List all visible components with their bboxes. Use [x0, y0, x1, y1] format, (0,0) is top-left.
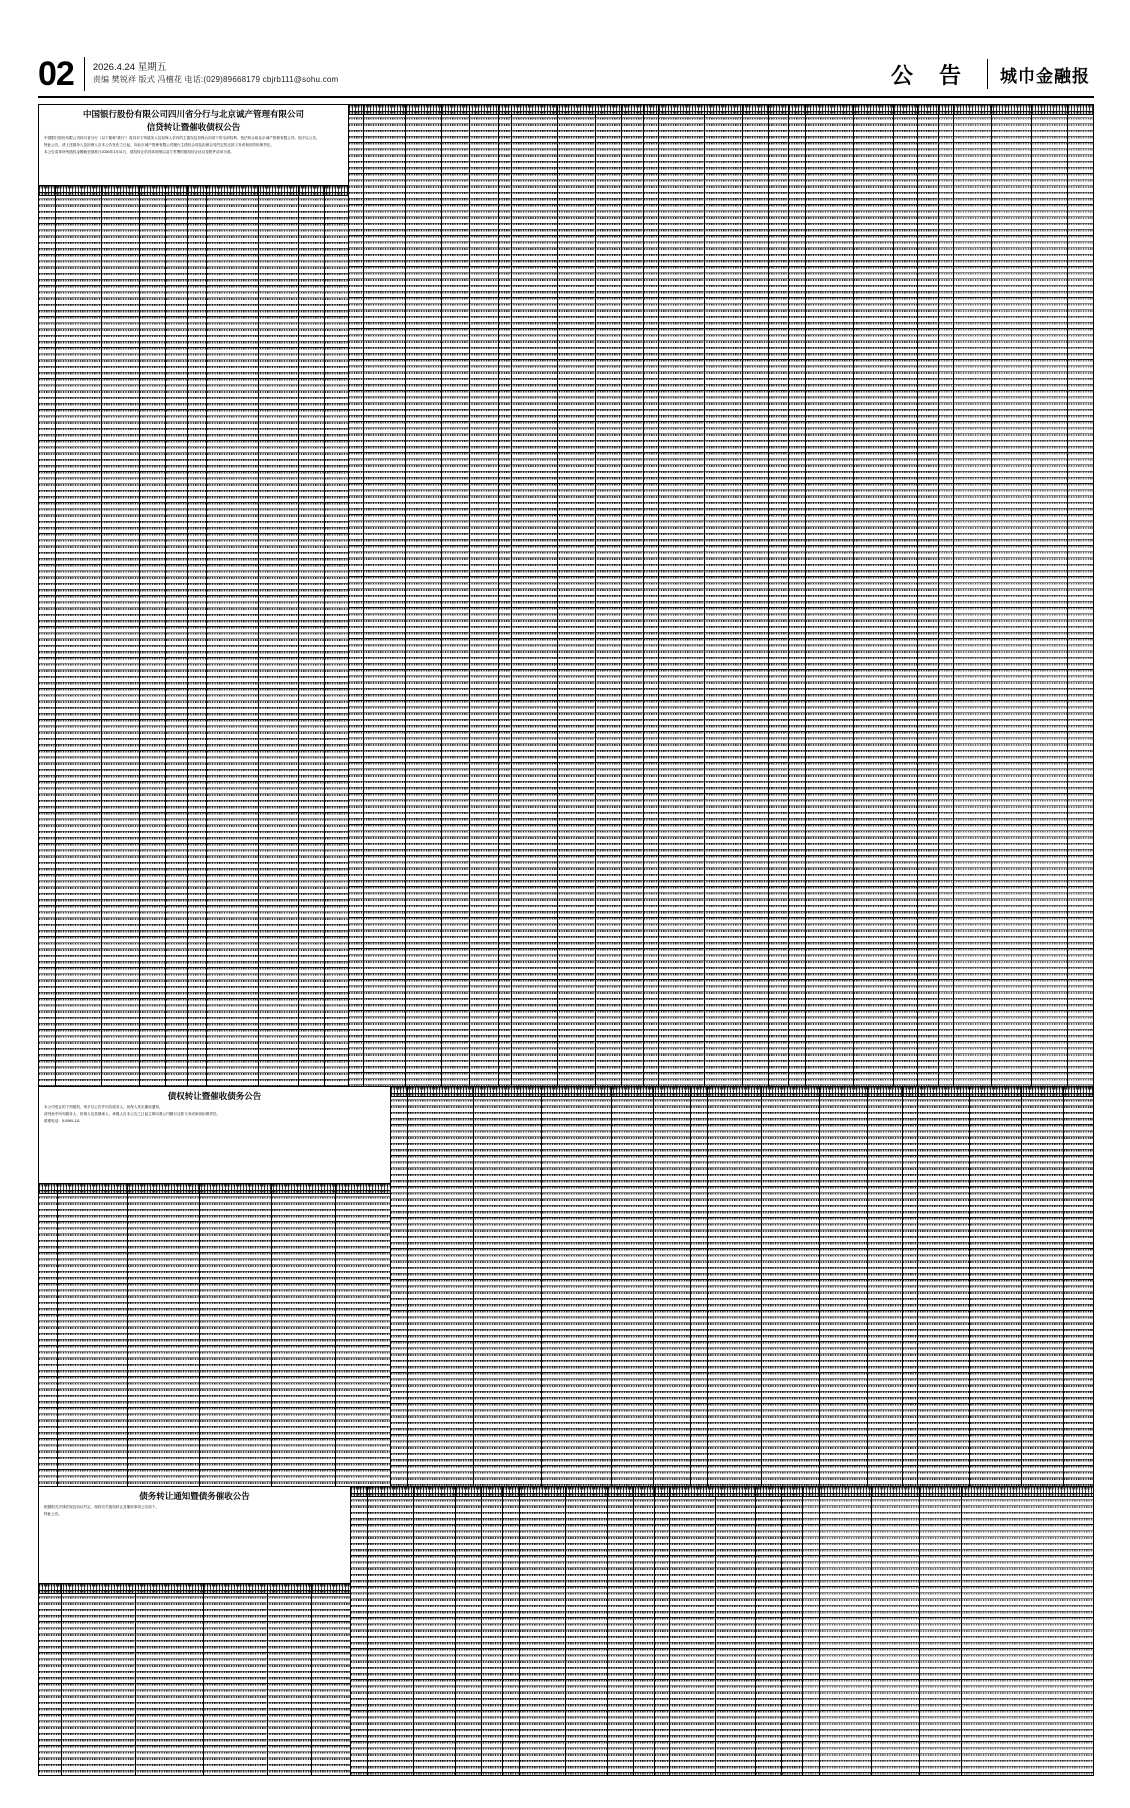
- table-column-rules: [644, 105, 788, 1086]
- masthead-divider: [84, 57, 85, 91]
- block-a-column-1: [39, 105, 349, 1086]
- table-row: [503, 1487, 654, 1775]
- table-column-rules: [39, 1184, 390, 1486]
- table-column-rules: [789, 105, 938, 1086]
- block-a-column-4: [644, 105, 789, 1086]
- table-column-rules: [39, 186, 187, 1086]
- table-column-rules: [391, 1087, 690, 1486]
- notice-body: 根据相关法律法规及协议约定，现将有关债权转让及催收事项公告如下。 特此公告。: [44, 1504, 159, 1516]
- table-row: [803, 1487, 1093, 1775]
- table-row: [499, 105, 643, 1086]
- table-row: [351, 1487, 502, 1775]
- table-row: [39, 186, 187, 1086]
- table-column-rules: [503, 1487, 654, 1775]
- page-number: 02: [38, 55, 74, 93]
- content-frame: [38, 104, 1094, 1776]
- block-c-table-group: [39, 1584, 350, 1775]
- brand-divider: [987, 59, 988, 89]
- table-row: [903, 1087, 1093, 1486]
- section-title: 公 告: [890, 62, 971, 88]
- block-c-column-3: [503, 1487, 655, 1775]
- table-row: [349, 105, 498, 1086]
- masthead-meta: [93, 62, 339, 86]
- notice-header-area: [39, 105, 348, 186]
- block-b-column-4: [903, 1087, 1093, 1486]
- block-a-column-5: [789, 105, 939, 1086]
- table-row: [39, 1584, 350, 1775]
- block-c-column-2: [351, 1487, 503, 1775]
- notice-block-debt-transfer: [39, 1087, 1093, 1487]
- table-column-rules: [803, 1487, 1093, 1775]
- table-column-rules: [691, 1087, 902, 1486]
- table-column-rules: [351, 1487, 502, 1775]
- block-b-column-3: [691, 1087, 903, 1486]
- table-column-rules: [499, 105, 643, 1086]
- notice-body: 本公司受让的下列债权，现予以公告并向各债务人、担保人发出催收通知。 请列表中所列债务人、担保人及其继承人、承继人自本公告之日起立即向我公司履行还款义务或承担担保责任。 联系电话：5-0069-111: [44, 1104, 221, 1124]
- table-column-rules: [939, 105, 1093, 1086]
- block-b-header-area: [39, 1087, 390, 1184]
- block-c-column-1: [39, 1487, 351, 1775]
- notice-title: 债权转让暨催收债务公告: [167, 1091, 262, 1101]
- table-row: [939, 105, 1093, 1086]
- table-row: [691, 1087, 902, 1486]
- block-b-column-2: [391, 1087, 691, 1486]
- notice-block-bank-transfer: [39, 105, 1093, 1087]
- table-row: [644, 105, 788, 1086]
- table-debtor-list-right: [188, 186, 348, 1086]
- block-a-column-3: [499, 105, 644, 1086]
- table-row: [789, 105, 938, 1086]
- block-c-header-area: [39, 1487, 350, 1584]
- notice-block-debt-collection: [39, 1487, 1093, 1775]
- block-b-table-group: [39, 1184, 390, 1486]
- newspaper-brand: 城巾金融报: [1000, 66, 1090, 86]
- table-row: [391, 1087, 690, 1486]
- table-row: [655, 1487, 802, 1775]
- table-column-rules: [903, 1087, 1093, 1486]
- table-column-rules: [188, 186, 348, 1086]
- table-debtor-list-left: [39, 186, 188, 1086]
- editor-credits: 责编 樊锐祥 版式 冯檀花 电话:(029)89668179 cbjrb111@sohu.com: [92, 75, 339, 84]
- publication-date: 2026.4.24 星期五: [92, 62, 167, 74]
- notice-title: 中国银行股份有限公司四川省分行与北京诚产管理有限公司 信贷转让暨催收债权公告: [82, 109, 304, 132]
- block-a-column-6: [939, 105, 1093, 1086]
- table-column-rules: [349, 105, 498, 1086]
- table-column-rules: [655, 1487, 802, 1775]
- block-a-column-2: [349, 105, 499, 1086]
- block-b-column-1: [39, 1087, 391, 1486]
- notice-body: 中国银行股份有限公司四川省分行（以下简称“我行”）将其对下列债务人及担保人享有的主债权及担保合同项下的全部权利，依法转让给北京诚产管理有限公司。现予以公告。 特此公告。请上述债务人及担保人自本公告发布之日起，向北京诚产管理有限公司履行主债权合同及担保合同约定的还款义务或相应的担保责任。 本公告清单所列债权金额截至基准日2026年3月31日，债权转让的具体明细以双方签署的债权转让协议及附件清单为准。: [44, 135, 320, 154]
- table-row: [39, 1184, 390, 1486]
- masthead: [38, 52, 1094, 98]
- block-a-table-group-1: [39, 186, 348, 1086]
- notice-title: 债务转让通知暨债务催收公告: [139, 1491, 250, 1501]
- block-c-column-4: [655, 1487, 803, 1775]
- table-row: [188, 186, 348, 1086]
- table-column-rules: [39, 1584, 350, 1775]
- block-c-column-5: [803, 1487, 1093, 1775]
